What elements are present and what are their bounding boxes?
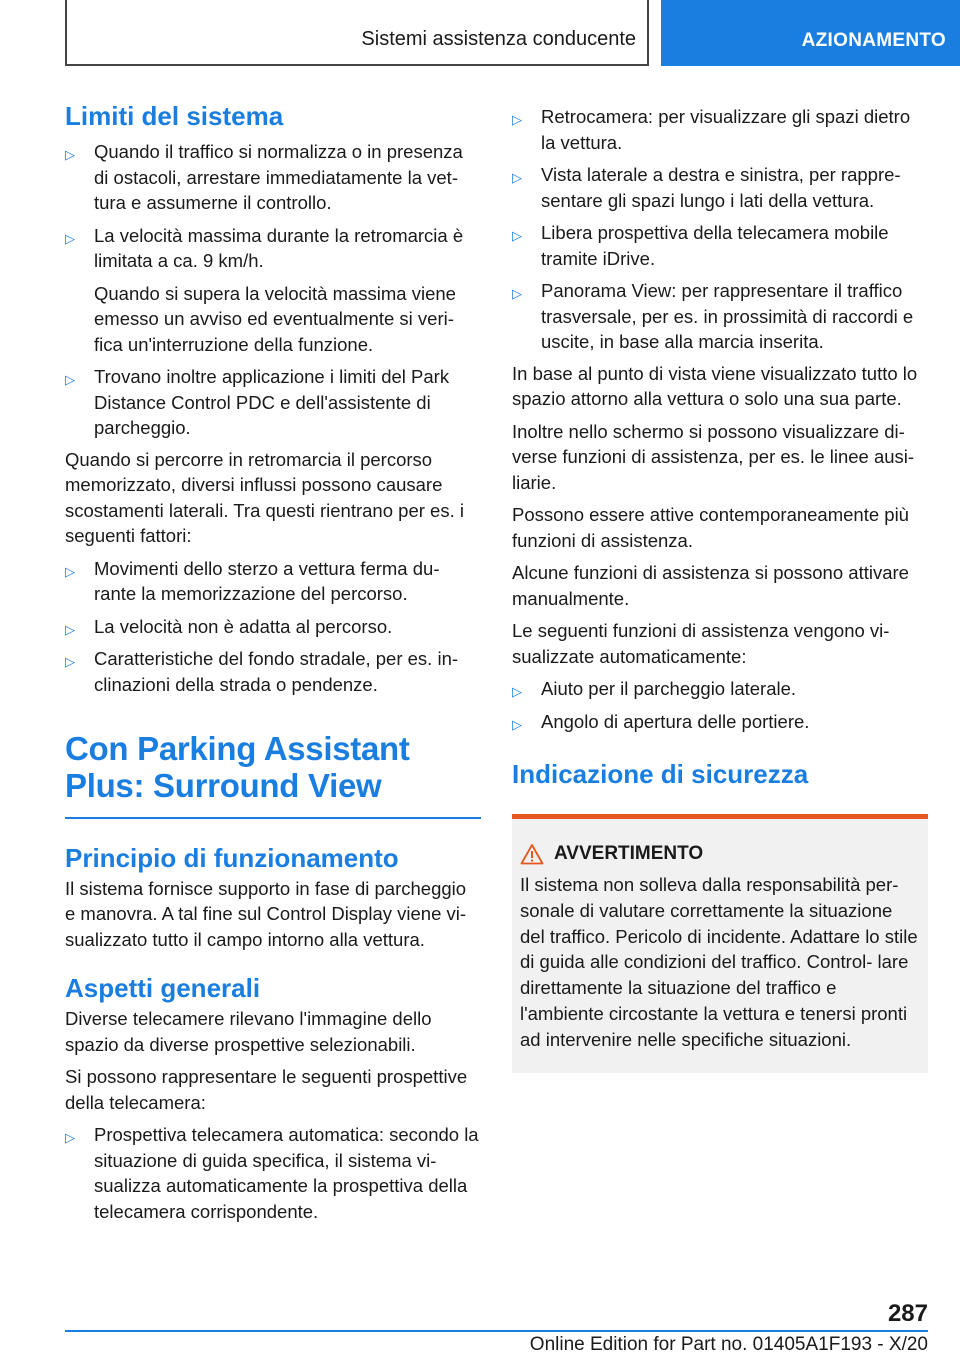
paragraph-view: In base al punto di vista viene visualizzato tutto lo spazio attorno alla vettura o solo una sua parte. [512, 362, 918, 409]
left-column [65, 100, 481, 1224]
section-heading-principle: Principio di funzionamento [65, 842, 399, 873]
chapter-heading-rule [65, 817, 481, 819]
header-chapter-label: AZIONAMENTO [801, 30, 946, 51]
paragraph-general-2: Si possono rappresentare le seguenti prospettive della telecamera: [65, 1066, 468, 1113]
warning-triangle-icon [520, 843, 544, 865]
list-item: ▷ Libera prospettiva della telecamera mobile tramite iDrive. [512, 222, 889, 269]
right-column [512, 100, 928, 1073]
warning-text: Il sistema non solleva dalla responsabilità per- sonale di valutare correttamente la situazione del traffico. Pericolo di incidente. Adattare lo stile di guida alle condizioni del traffico. Control- lare direttamente la situazione del traffico e l'ambiente circostante la vettura e tenersi pronti ad intervenire nelle specifiche situazioni. [520, 874, 918, 1050]
paragraph-manual: Alcune funzioni di assistenza si possono attivare manualmente. [512, 562, 909, 609]
bullet-icon: ▷ [512, 170, 522, 185]
paragraph-functions: Inoltre nello schermo si possono visualizzare di- verse funzioni di assistenza, per es. le linee ausi- liarie. [512, 420, 915, 493]
bullet-icon: ▷ [65, 654, 75, 669]
list-item: ▷ La velocità massima durante la retromarcia è limitata a ca. 9 km/h. [65, 224, 464, 271]
paragraph-general-1: Diverse telecamere rilevano l'immagine dello spazio da diverse prospettive selezionabili. [65, 1008, 432, 1055]
list-item: ▷ Movimenti dello sterzo a vettura ferma du- rante la memorizzazione del percorso. [65, 557, 440, 604]
warning-box [512, 814, 928, 1073]
list-item: ▷ Caratteristiche del fondo stradale, per es. in- clinazioni della strada o pendenze. [65, 648, 459, 695]
bullet-icon: ▷ [65, 147, 75, 162]
paragraph-simultaneous: Possono essere attive contemporaneamente più funzioni di assistenza. [512, 504, 909, 551]
paragraph-automatic: Le seguenti funzioni di assistenza vengono vi- sualizzate automaticamente: [512, 620, 890, 667]
bullet-icon: ▷ [65, 230, 75, 246]
bullet-icon: ▷ [512, 716, 522, 732]
page-number: 287 [887, 1300, 928, 1327]
list-item: ▷ Panorama View: per rappresentare il traffico trasversale, per es. in prossimità di raccordi e uscite, in base alla marcia inserita. [512, 280, 914, 352]
header-chapter-tab[interactable] [661, 0, 960, 66]
warning-header [520, 841, 920, 867]
section-heading-general: Aspetti generali [65, 973, 261, 1003]
bullet-icon: ▷ [512, 228, 522, 243]
list-item: ▷ Quando il traffico si normalizza o in presenza di ostacoli, arrestare immediatamente la vet- tura e assumerne il controllo. [65, 141, 463, 213]
bullet-icon: ▷ [65, 621, 75, 637]
list-item: ▷ Aiuto per il parcheggio laterale. [512, 676, 928, 702]
list-item: ▷ Prospettiva telecamera automatica: secondo la situazione di guida specifica, il sistema vi- sualizza automaticamente la prospettiva della telecamera corrispondente. [65, 1124, 479, 1222]
list-item: ▷ Vista laterale a destra e sinistra, per rappre- sentare gli spazi lungo i lati della vettura. [512, 164, 901, 211]
header-divider [647, 0, 649, 66]
paragraph-principle: Il sistema fornisce supporto in fase di parcheggio e manovra. A tal fine sul Control Display viene vi- sualizzato tutto il campo intorno alla vettura. [65, 877, 467, 950]
section-heading-safety: Indicazione di sicurezza [512, 759, 809, 789]
bullet-icon: ▷ [65, 563, 75, 579]
header-section-title: Sistemi assistenza conducente [361, 28, 636, 50]
bullet-icon: ▷ [65, 1130, 75, 1145]
footer-edition: Online Edition for Part no. 01405A1F193 - X/20 [529, 1334, 928, 1355]
list-item: ▷ Retrocamera: per visualizzare gli spazi dietro la vettura. [512, 106, 911, 153]
list-item: ▷ Angolo di apertura delle portiere. [512, 709, 928, 735]
warning-title: AVVERTIMENTO [554, 843, 704, 864]
footer-rule [65, 1330, 928, 1332]
bullet-icon: ▷ [512, 286, 522, 301]
section-heading-limits: Limiti del sistema [65, 101, 284, 131]
list-item: ▷ Trovano inoltre applicazione i limiti del Park Distance Control PDC e dell'assistente di parcheggio. [65, 366, 450, 438]
bullet-icon: ▷ [512, 112, 522, 127]
paragraph-reverse: Quando si percorre in retromarcia il percorso memorizzato, diversi influssi possono causare scostamenti laterali. Tra questi rientrano per es. i seguenti fattori: [65, 448, 464, 546]
list-item-subparagraph: Quando si supera la velocità massima viene emesso un avviso ed eventualmente si veri- fica un'interruzione della funzione. [94, 282, 456, 355]
bullet-icon: ▷ [65, 372, 75, 387]
list-item: ▷ La velocità non è adatta al percorso. [65, 614, 481, 640]
header-bottom-rule [65, 64, 649, 66]
chapter-heading-surround-view: Con Parking Assistant Plus: Surround View [65, 730, 410, 804]
bullet-icon: ▷ [512, 684, 522, 699]
